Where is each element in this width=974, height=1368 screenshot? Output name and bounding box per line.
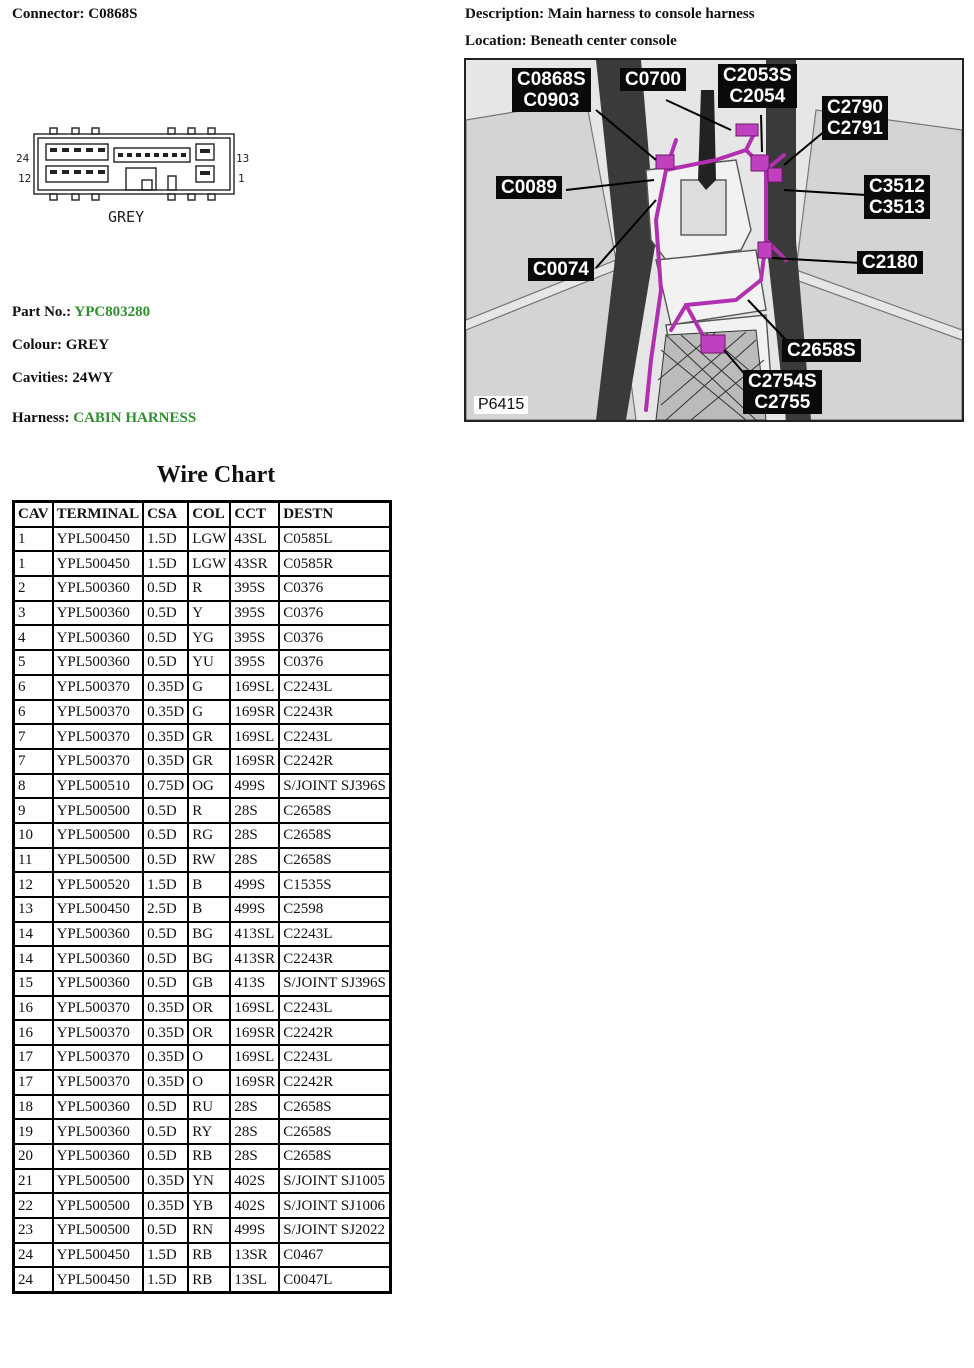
cell-cav: 13 [14, 897, 53, 922]
cell-csa: 0.5D [143, 1095, 188, 1120]
cell-col: GR [188, 749, 230, 774]
callout-line2: C0903 [523, 90, 580, 111]
cell-cav: 4 [14, 625, 53, 650]
header-col: COL [188, 502, 230, 527]
location-label: Location: [465, 33, 527, 49]
cell-destn: S/JOINT SJ1005 [279, 1169, 390, 1194]
cell-col: LGW [188, 551, 230, 576]
callout-line1: C2658S [787, 340, 856, 361]
cell-cct: 169SR [230, 700, 279, 725]
cell-cav: 12 [14, 872, 53, 897]
cell-destn: C0467 [279, 1243, 390, 1268]
cell-csa: 0.5D [143, 1144, 188, 1169]
cell-cav: 16 [14, 1020, 53, 1045]
cell-destn: C2243L [279, 996, 390, 1021]
cell-terminal: YPL500360 [53, 576, 144, 601]
table-row [14, 823, 391, 848]
cell-col: BG [188, 946, 230, 971]
cell-terminal: YPL500370 [53, 1070, 144, 1095]
part-no-field [12, 304, 150, 321]
cell-destn: C0376 [279, 601, 390, 626]
cell-col: GB [188, 971, 230, 996]
figure-id: P6415 [474, 396, 528, 414]
table-row [14, 1020, 391, 1045]
cell-col: BG [188, 922, 230, 947]
cavities-field [12, 370, 113, 387]
cell-csa: 0.35D [143, 1169, 188, 1194]
pin-label-1: 1 [238, 172, 245, 185]
callout-line1: C0868S [517, 69, 586, 90]
cell-csa: 1.5D [143, 527, 188, 552]
cell-destn: C1535S [279, 872, 390, 897]
cell-cav: 14 [14, 922, 53, 947]
table-row [14, 1045, 391, 1070]
cell-col: OR [188, 996, 230, 1021]
cell-col: RB [188, 1144, 230, 1169]
cell-col: RG [188, 823, 230, 848]
cell-col: YU [188, 650, 230, 675]
callout-line2: C3513 [869, 197, 925, 218]
pin-label-13: 13 [236, 152, 250, 165]
cell-destn: C2243R [279, 700, 390, 725]
cell-terminal: YPL500500 [53, 1218, 144, 1243]
table-row [14, 872, 391, 897]
cell-csa: 0.5D [143, 576, 188, 601]
cell-csa: 2.5D [143, 897, 188, 922]
cell-col: R [188, 576, 230, 601]
cell-csa: 0.5D [143, 1119, 188, 1144]
cell-terminal: YPL500360 [53, 650, 144, 675]
colour-value: GREY [65, 337, 110, 353]
cell-cav: 10 [14, 823, 53, 848]
cell-cav: 16 [14, 996, 53, 1021]
harness-label: Harness: [12, 410, 70, 426]
cell-destn: C2242R [279, 749, 390, 774]
cell-cav: 17 [14, 1070, 53, 1095]
callout-line2: C2791 [827, 118, 883, 139]
cell-cct: 13SR [230, 1243, 279, 1268]
cell-col: Y [188, 601, 230, 626]
callout-line1: C2790 [827, 97, 883, 118]
cell-csa: 0.5D [143, 601, 188, 626]
callout-line1: C0074 [533, 259, 589, 280]
table-row [14, 1070, 391, 1095]
cell-cct: 28S [230, 1119, 279, 1144]
table-row [14, 675, 391, 700]
cell-destn: C2243L [279, 922, 390, 947]
cell-col: B [188, 872, 230, 897]
cell-cav: 14 [14, 946, 53, 971]
cell-cct: 169SR [230, 749, 279, 774]
callout-c2754s-c2755 [743, 370, 822, 414]
cell-cav: 1 [14, 527, 53, 552]
cavities-value: 24WY [72, 370, 114, 386]
cell-col: RY [188, 1119, 230, 1144]
cell-destn: C2242R [279, 1070, 390, 1095]
callout-line1: C3512 [869, 176, 925, 197]
cell-cav: 24 [14, 1243, 53, 1268]
cell-destn: C2242R [279, 1020, 390, 1045]
header-cct: CCT [230, 502, 279, 527]
table-row [14, 1095, 391, 1120]
table-row [14, 774, 391, 799]
cell-destn: C0585L [279, 527, 390, 552]
cell-destn: C0376 [279, 625, 390, 650]
cell-cct: 395S [230, 576, 279, 601]
cell-cav: 7 [14, 724, 53, 749]
table-row [14, 527, 391, 552]
cell-terminal: YPL500500 [53, 823, 144, 848]
cell-terminal: YPL500450 [53, 897, 144, 922]
cell-terminal: YPL500360 [53, 601, 144, 626]
callout-c0074 [528, 258, 594, 281]
cell-terminal: YPL500370 [53, 1045, 144, 1070]
callout-line2: C2755 [754, 392, 811, 413]
cell-csa: 0.5D [143, 823, 188, 848]
connector-value: C0868S [88, 6, 138, 22]
cell-cct: 413SL [230, 922, 279, 947]
cell-cct: 413S [230, 971, 279, 996]
cell-csa: 1.5D [143, 1267, 188, 1292]
callout-c2658s [782, 339, 861, 362]
cell-cav: 24 [14, 1267, 53, 1292]
callout-line1: C2180 [862, 252, 918, 273]
cell-destn: C2658S [279, 823, 390, 848]
cell-destn: C2658S [279, 1119, 390, 1144]
cell-terminal: YPL500370 [53, 996, 144, 1021]
table-row [14, 625, 391, 650]
cell-terminal: YPL500450 [53, 1243, 144, 1268]
cell-col: RW [188, 848, 230, 873]
cell-cav: 7 [14, 749, 53, 774]
cell-csa: 0.5D [143, 650, 188, 675]
cell-terminal: YPL500370 [53, 1020, 144, 1045]
cell-destn: C2243L [279, 675, 390, 700]
wire-chart-body [14, 527, 391, 1293]
table-row [14, 971, 391, 996]
cell-csa: 1.5D [143, 872, 188, 897]
cell-col: G [188, 675, 230, 700]
cell-col: YG [188, 625, 230, 650]
cell-csa: 0.75D [143, 774, 188, 799]
cell-cav: 1 [14, 551, 53, 576]
cell-csa: 0.5D [143, 946, 188, 971]
cell-terminal: YPL500370 [53, 675, 144, 700]
cell-terminal: YPL500360 [53, 971, 144, 996]
cell-destn: C0376 [279, 650, 390, 675]
cell-terminal: YPL500450 [53, 527, 144, 552]
cell-cav: 3 [14, 601, 53, 626]
cell-cav: 6 [14, 675, 53, 700]
cell-cct: 402S [230, 1169, 279, 1194]
cell-terminal: YPL500360 [53, 1144, 144, 1169]
location-figure [464, 58, 964, 422]
table-row [14, 897, 391, 922]
cell-col: YB [188, 1193, 230, 1218]
cell-terminal: YPL500360 [53, 1119, 144, 1144]
description-label: Description: [465, 6, 545, 22]
cell-destn: C2658S [279, 1095, 390, 1120]
cell-cct: 499S [230, 897, 279, 922]
connector-face-diagram [14, 122, 254, 232]
cell-col: B [188, 897, 230, 922]
cell-destn: C2658S [279, 848, 390, 873]
cell-cct: 499S [230, 774, 279, 799]
cell-terminal: YPL500500 [53, 1169, 144, 1194]
description-field [465, 6, 755, 23]
description-value: Main harness to console harness [547, 6, 755, 22]
pin-label-12: 12 [18, 172, 32, 185]
cell-destn: C2243L [279, 1045, 390, 1070]
cavities-label: Cavities: [12, 370, 69, 386]
cell-col: O [188, 1070, 230, 1095]
cell-csa: 0.5D [143, 848, 188, 873]
location-field [465, 33, 677, 50]
cell-terminal: YPL500360 [53, 625, 144, 650]
cell-col: RB [188, 1267, 230, 1292]
harness-link[interactable]: CABIN HARNESS [73, 410, 197, 426]
callout-c0700 [620, 68, 686, 91]
cell-terminal: YPL500360 [53, 946, 144, 971]
table-row [14, 1193, 391, 1218]
table-row [14, 798, 391, 823]
cell-destn: S/JOINT SJ396S [279, 774, 390, 799]
cell-destn: C2598 [279, 897, 390, 922]
cell-destn: C0585R [279, 551, 390, 576]
cell-csa: 0.35D [143, 1020, 188, 1045]
cell-csa: 0.5D [143, 922, 188, 947]
part-no-label: Part No.: [12, 304, 72, 320]
table-row [14, 1218, 391, 1243]
connector-label: Connector: [12, 6, 85, 22]
location-value: Beneath center console [530, 33, 677, 49]
wire-chart-table [12, 500, 392, 1294]
cell-cav: 19 [14, 1119, 53, 1144]
cell-terminal: YPL500370 [53, 749, 144, 774]
cell-cct: 169SL [230, 996, 279, 1021]
cell-cav: 17 [14, 1045, 53, 1070]
callout-c0089 [496, 176, 562, 199]
cell-cct: 413SR [230, 946, 279, 971]
cell-csa: 0.5D [143, 798, 188, 823]
cell-csa: 0.35D [143, 1193, 188, 1218]
table-row [14, 650, 391, 675]
table-row [14, 1169, 391, 1194]
cell-csa: 1.5D [143, 1243, 188, 1268]
header-cav: CAV [14, 502, 53, 527]
table-row [14, 700, 391, 725]
callout-c2180 [857, 251, 923, 274]
cell-cav: 23 [14, 1218, 53, 1243]
cell-destn: S/JOINT SJ1006 [279, 1193, 390, 1218]
callout-line1: C0700 [625, 69, 681, 90]
cell-col: RU [188, 1095, 230, 1120]
cell-destn: C2243R [279, 946, 390, 971]
wire-chart-title: Wire Chart [156, 462, 276, 488]
connector-field [12, 6, 137, 23]
cell-col: YN [188, 1169, 230, 1194]
callout-c0868s-c0903 [512, 68, 591, 112]
callout-line1: C2053S [723, 65, 792, 86]
pin-label-24: 24 [16, 152, 30, 165]
callout-c3512-c3513 [864, 175, 930, 219]
table-row [14, 724, 391, 749]
cell-csa: 0.5D [143, 625, 188, 650]
cell-terminal: YPL500450 [53, 551, 144, 576]
cell-destn: S/JOINT SJ396S [279, 971, 390, 996]
cell-csa: 0.35D [143, 1070, 188, 1095]
colour-field [12, 337, 109, 354]
cell-csa: 0.35D [143, 749, 188, 774]
cell-cct: 28S [230, 848, 279, 873]
cell-cav: 2 [14, 576, 53, 601]
cell-cav: 21 [14, 1169, 53, 1194]
cell-csa: 0.5D [143, 1218, 188, 1243]
header-destn: DESTN [279, 502, 390, 527]
cell-col: RB [188, 1243, 230, 1268]
cell-csa: 0.5D [143, 971, 188, 996]
cell-cav: 18 [14, 1095, 53, 1120]
cell-destn: C2658S [279, 1144, 390, 1169]
cell-terminal: YPL500450 [53, 1267, 144, 1292]
cell-cct: 499S [230, 1218, 279, 1243]
cell-cct: 28S [230, 1144, 279, 1169]
cell-terminal: YPL500500 [53, 848, 144, 873]
cell-cct: 28S [230, 1095, 279, 1120]
colour-label: Colour: [12, 337, 62, 353]
cell-cct: 43SL [230, 527, 279, 552]
table-row [14, 601, 391, 626]
cell-cav: 5 [14, 650, 53, 675]
cell-cav: 15 [14, 971, 53, 996]
cell-cav: 6 [14, 700, 53, 725]
table-row [14, 848, 391, 873]
cell-cct: 395S [230, 650, 279, 675]
cell-cav: 22 [14, 1193, 53, 1218]
cell-csa: 0.35D [143, 996, 188, 1021]
cell-cct: 395S [230, 601, 279, 626]
cell-csa: 0.35D [143, 675, 188, 700]
cell-cct: 169SL [230, 675, 279, 700]
cell-cav: 8 [14, 774, 53, 799]
table-row [14, 922, 391, 947]
table-row [14, 996, 391, 1021]
cell-cct: 28S [230, 798, 279, 823]
cell-cct: 499S [230, 872, 279, 897]
cell-csa: 0.35D [143, 724, 188, 749]
cell-destn: C0047L [279, 1267, 390, 1292]
callout-line1: C0089 [501, 177, 557, 198]
cell-cct: 169SR [230, 1070, 279, 1095]
cell-cav: 11 [14, 848, 53, 873]
cell-terminal: YPL500370 [53, 700, 144, 725]
table-row [14, 1119, 391, 1144]
cell-col: OG [188, 774, 230, 799]
header-csa: CSA [143, 502, 188, 527]
cell-cct: 395S [230, 625, 279, 650]
cell-col: R [188, 798, 230, 823]
cell-terminal: YPL500500 [53, 798, 144, 823]
cell-terminal: YPL500520 [53, 872, 144, 897]
cell-terminal: YPL500370 [53, 724, 144, 749]
cell-cct: 402S [230, 1193, 279, 1218]
cell-col: LGW [188, 527, 230, 552]
table-row [14, 749, 391, 774]
cell-terminal: YPL500500 [53, 1193, 144, 1218]
part-no-link[interactable]: YPC803280 [74, 304, 151, 320]
cell-cct: 169SR [230, 1020, 279, 1045]
table-row [14, 551, 391, 576]
cell-cct: 43SR [230, 551, 279, 576]
cell-col: G [188, 700, 230, 725]
cell-terminal: YPL500510 [53, 774, 144, 799]
cell-destn: C2243L [279, 724, 390, 749]
callout-line1: C2754S [748, 371, 817, 392]
cell-destn: S/JOINT SJ2022 [279, 1218, 390, 1243]
cell-cct: 13SL [230, 1267, 279, 1292]
table-header-row [14, 502, 391, 527]
table-row [14, 1243, 391, 1268]
table-row [14, 1267, 391, 1292]
cell-cav: 20 [14, 1144, 53, 1169]
cell-destn: C2658S [279, 798, 390, 823]
cell-cav: 9 [14, 798, 53, 823]
cell-col: OR [188, 1020, 230, 1045]
callout-c2790-c2791 [822, 96, 888, 140]
callout-c2053s-c2054 [718, 64, 797, 108]
cell-destn: C0376 [279, 576, 390, 601]
cell-terminal: YPL500360 [53, 1095, 144, 1120]
cell-csa: 0.35D [143, 1045, 188, 1070]
cell-cct: 169SL [230, 1045, 279, 1070]
cell-csa: 0.35D [143, 700, 188, 725]
harness-field [12, 410, 196, 427]
cell-terminal: YPL500360 [53, 922, 144, 947]
table-row [14, 1144, 391, 1169]
connector-colour-text: GREY [108, 208, 145, 226]
callout-line2: C2054 [729, 86, 786, 107]
cell-cct: 169SL [230, 724, 279, 749]
table-row [14, 576, 391, 601]
cell-col: O [188, 1045, 230, 1070]
table-row [14, 946, 391, 971]
header-terminal: TERMINAL [53, 502, 144, 527]
cell-col: GR [188, 724, 230, 749]
cell-col: RN [188, 1218, 230, 1243]
cell-csa: 1.5D [143, 551, 188, 576]
cell-cct: 28S [230, 823, 279, 848]
